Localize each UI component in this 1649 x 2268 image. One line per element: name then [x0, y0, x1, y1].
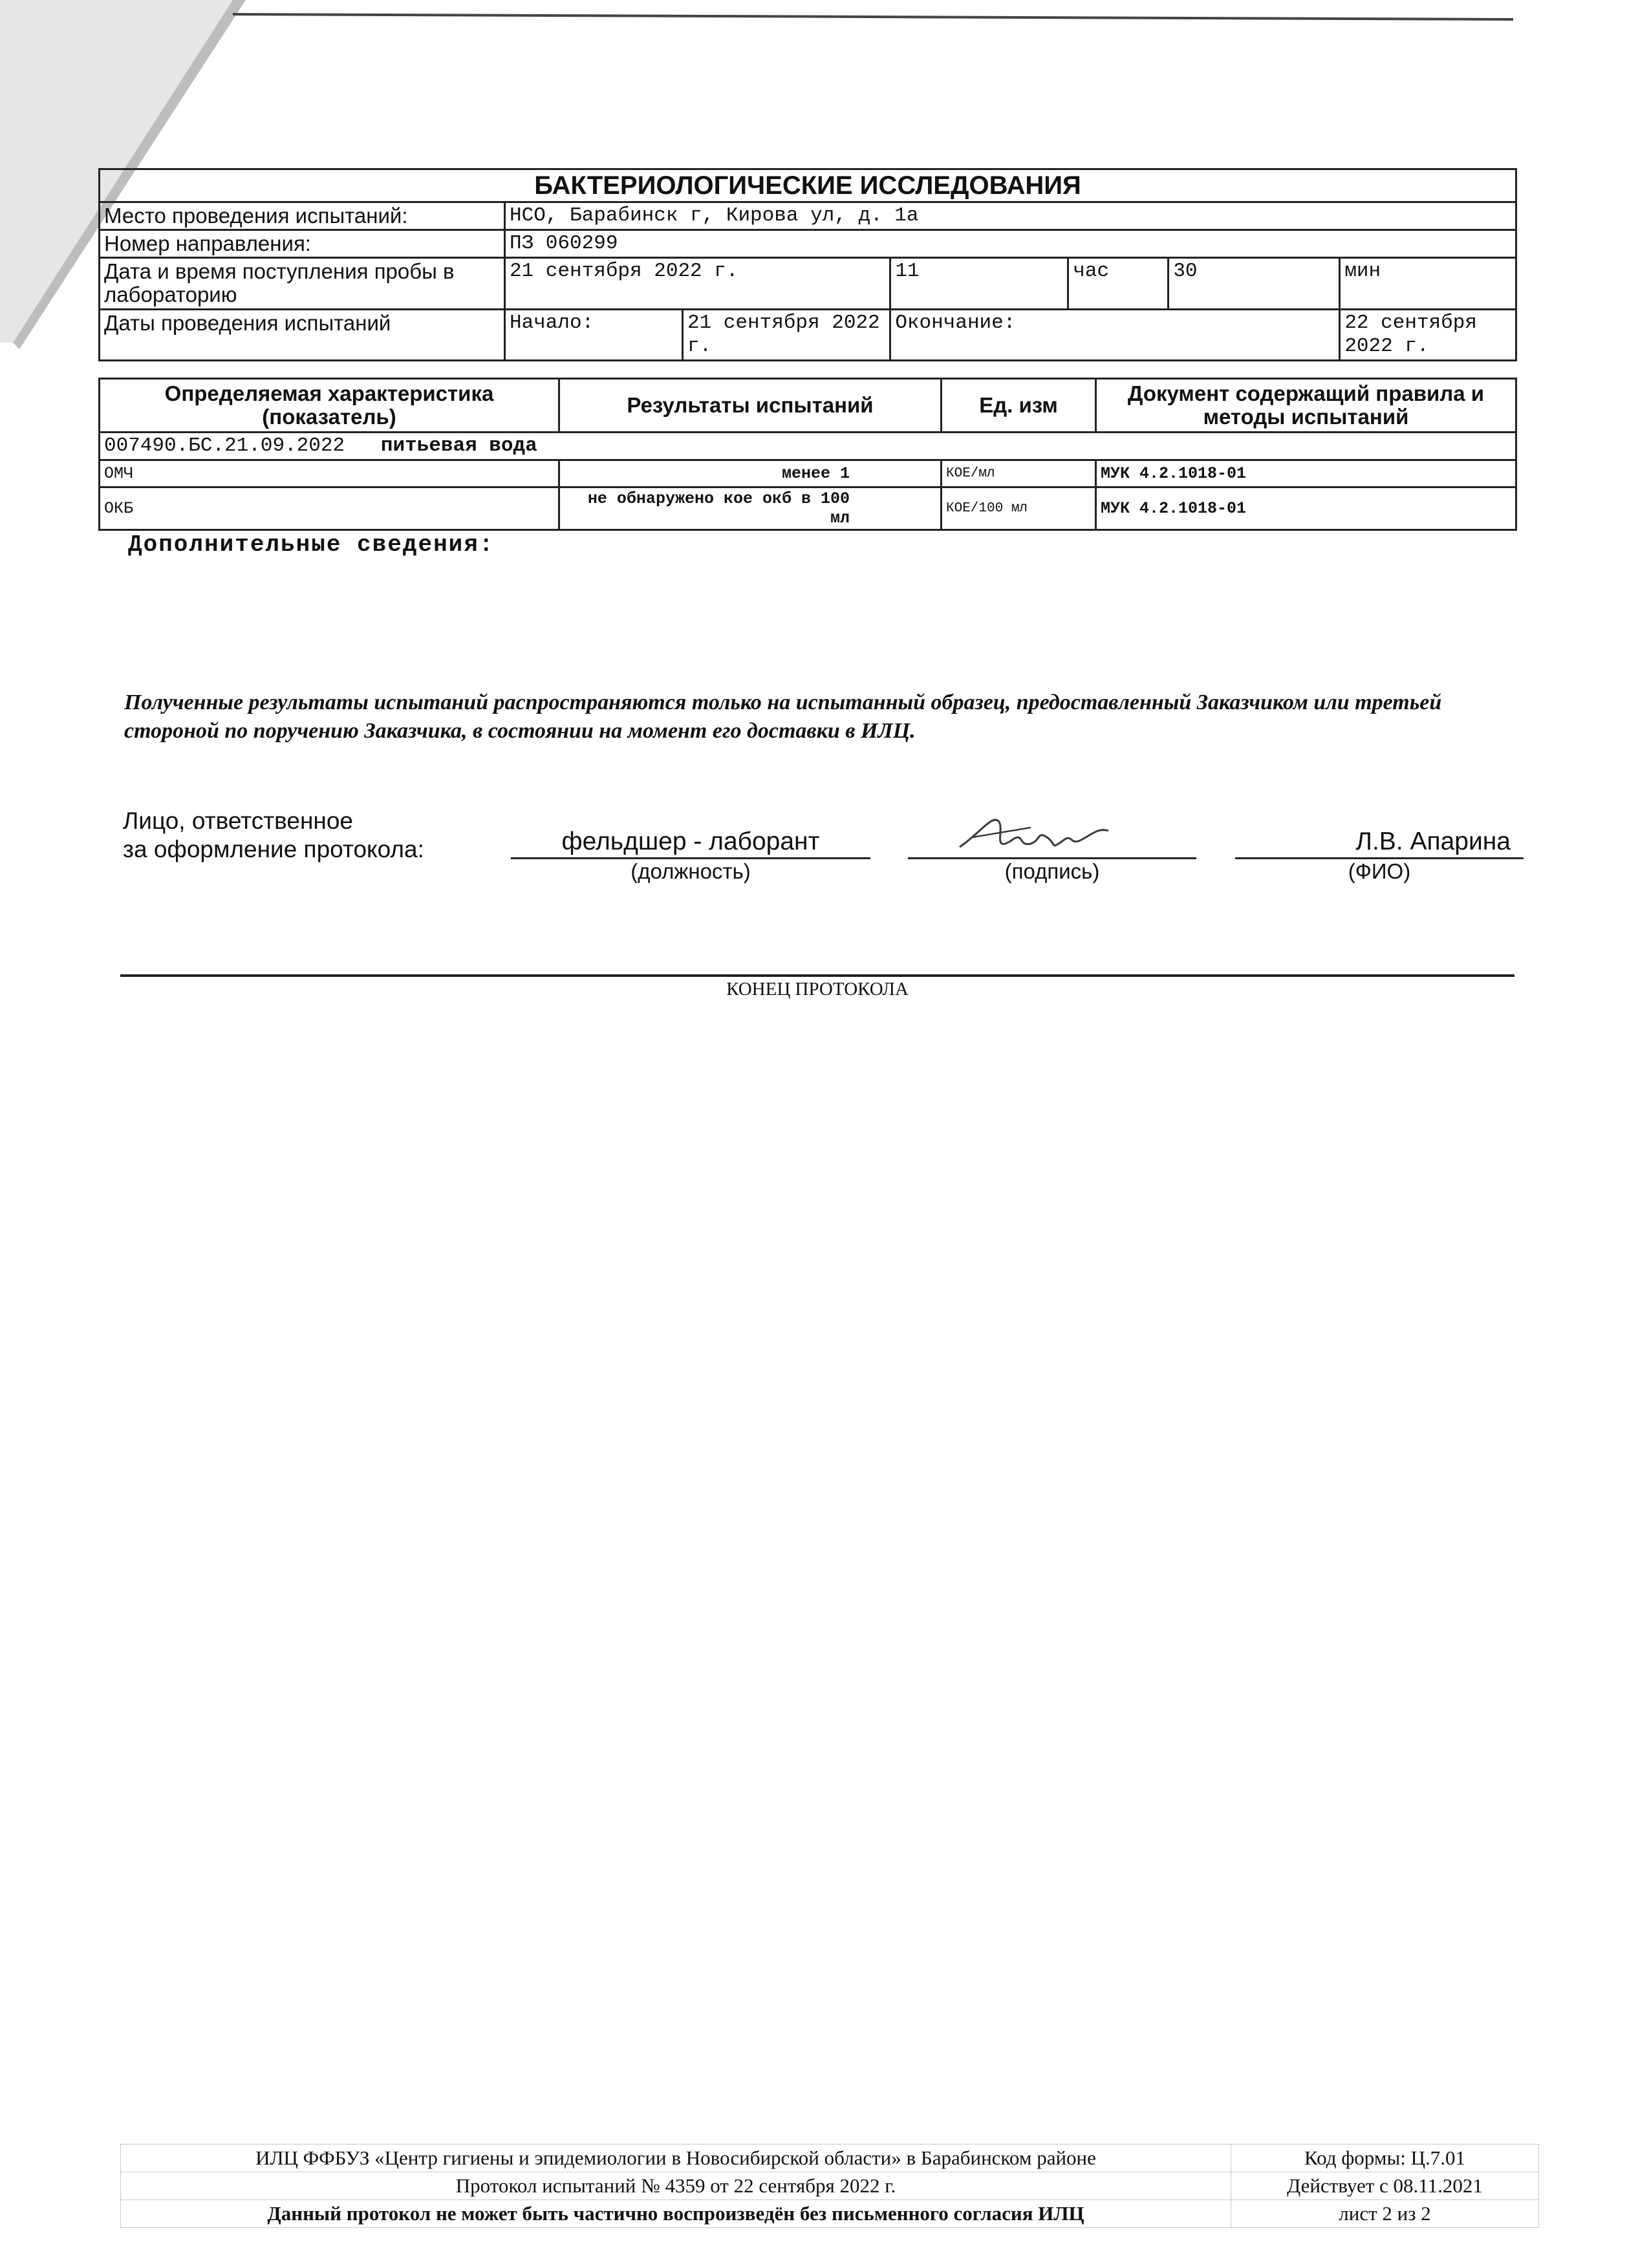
position-caption: (должность) — [630, 859, 751, 883]
footer-org: ИЛЦ ФФБУЗ «Центр гигиены и эпидемиологии в Новосибирской области» в Барабинском районе — [121, 2145, 1231, 2172]
col-characteristic: Определяемая характеристика (показатель) — [100, 379, 559, 433]
name-value: Л.В. Апарина — [1235, 828, 1524, 859]
arrival-hour: 11 — [890, 258, 1068, 310]
table-row — [100, 487, 1516, 530]
row-doc: МУК 4.2.1018-01 — [1096, 460, 1516, 487]
dates-label: Даты проведения испытаний — [100, 310, 505, 361]
arrival-minute: 30 — [1169, 258, 1340, 310]
table-row — [100, 460, 1516, 487]
row-result: не обнаружено кое окб в 100 мл — [559, 487, 942, 530]
end-of-protocol: КОНЕЦ ПРОТОКОЛА — [726, 979, 909, 1000]
row-unit: КОЕ/мл — [942, 460, 1096, 487]
end-value: 22 сентября 2022 г. — [1340, 310, 1516, 361]
referral-value: ПЗ 060299 — [505, 230, 1516, 258]
hour-unit: час — [1068, 258, 1169, 310]
responsible-label-line1: Лицо, ответственное — [123, 808, 353, 834]
handwritten-signature — [953, 808, 1121, 860]
responsible-label-line2: за оформление протокола: — [123, 836, 424, 862]
col-unit: Ед. изм — [942, 379, 1096, 433]
disclaimer: Полученные результаты испытаний распространяются только на испытанный образец, предоставленный Заказчиком или третьей стороной по поручению Заказчика, в состоянии на момент его доставки в ИЛЦ. — [124, 690, 1442, 743]
row-name: ОМЧ — [100, 460, 559, 487]
arrival-label: Дата и время поступления пробы в лабораторию — [100, 258, 505, 310]
end-label: Окончание: — [890, 310, 1340, 361]
col-document: Документ содержащий правила и методы испытаний — [1096, 379, 1516, 433]
referral-label: Номер направления: — [100, 230, 505, 258]
place-value: НСО, Барабинск г, Кирова ул, д. 1а — [505, 202, 1516, 230]
footer-sheet: лист 2 из 2 — [1231, 2200, 1539, 2228]
minute-unit: мин — [1340, 258, 1516, 310]
row-name: ОКБ — [100, 487, 559, 530]
position-field — [511, 828, 870, 884]
footer-protocol: Протокол испытаний № 4359 от 22 сентября 2022 г. — [121, 2172, 1231, 2200]
sample-info-table — [98, 168, 1517, 361]
row-doc: МУК 4.2.1018-01 — [1096, 487, 1516, 530]
footer-valid-from: Действует с 08.11.2021 — [1231, 2172, 1539, 2200]
position-value: фельдшер - лаборант — [511, 828, 870, 859]
additional-info-label: Дополнительные сведения: — [128, 531, 495, 558]
arrival-date: 21 сентября 2022 г. — [505, 258, 890, 310]
footer-notice: Данный протокол не может быть частично воспроизведён без письменного согласия ИЛЦ — [121, 2200, 1231, 2228]
section-title: БАКТЕРИОЛОГИЧЕСКИЕ ИССЛЕДОВАНИЯ — [100, 169, 1516, 202]
name-field — [1235, 828, 1524, 884]
name-caption: (ФИО) — [1348, 859, 1411, 883]
sample-code: 007490.БС.21.09.2022 — [104, 434, 345, 457]
start-value: 21 сентября 2022 г. — [683, 310, 890, 361]
signature-caption: (подпись) — [1004, 859, 1100, 883]
footer-form-code: Код формы: Ц.7.01 — [1231, 2145, 1539, 2172]
signature-field — [908, 828, 1196, 884]
col-result: Результаты испытаний — [559, 379, 942, 433]
row-result: менее 1 — [559, 460, 942, 487]
sample-name: питьевая вода — [380, 434, 537, 457]
responsible-label — [123, 807, 424, 864]
signature-line — [908, 828, 1196, 859]
place-label: Место проведения испытаний: — [100, 202, 505, 230]
row-unit: КОЕ/100 мл — [942, 487, 1096, 530]
sample-row — [100, 433, 1516, 460]
end-divider — [120, 974, 1514, 977]
start-label: Начало: — [505, 310, 683, 361]
results-table — [98, 378, 1517, 531]
footer-table — [120, 2144, 1539, 2228]
